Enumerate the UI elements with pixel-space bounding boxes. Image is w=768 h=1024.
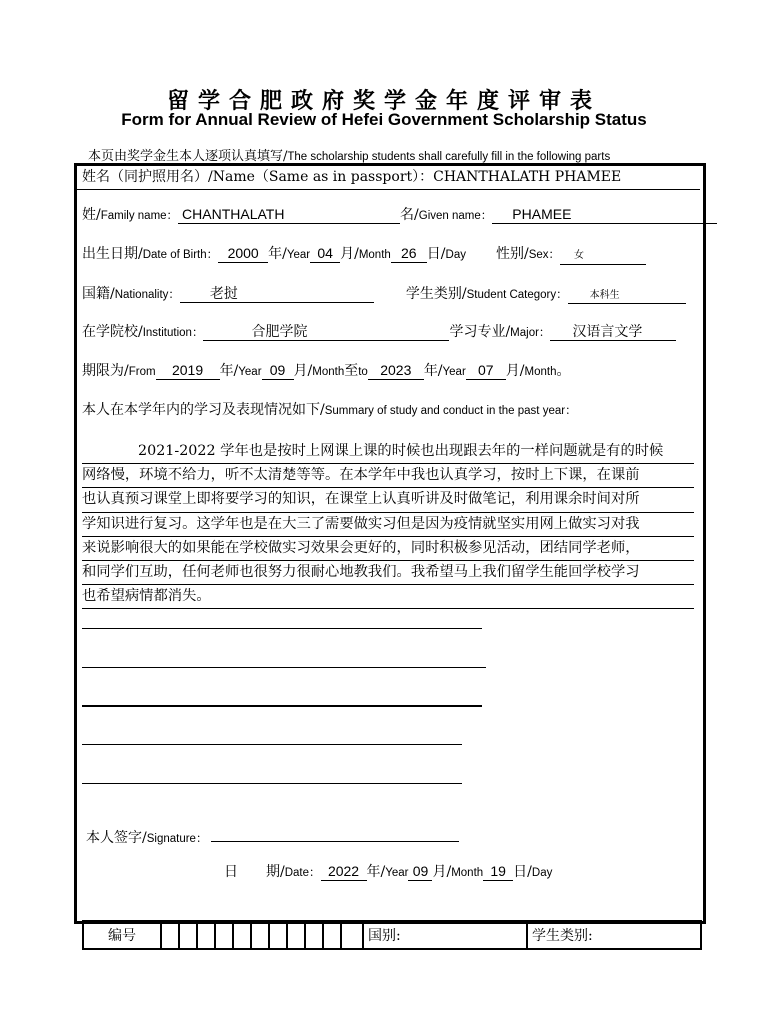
dob-year-field[interactable]: 2000: [218, 245, 268, 263]
to-month-label-cn: 月/: [505, 363, 525, 379]
student-category-cell[interactable]: [528, 922, 700, 948]
number-box[interactable]: [216, 922, 234, 948]
number-box[interactable]: [180, 922, 198, 948]
number-box[interactable]: [198, 922, 216, 948]
date-day-label-cn: 日/: [513, 864, 532, 880]
period-row: [82, 362, 570, 381]
date-label-en: Date：: [284, 867, 321, 879]
summary-line: 学知识进行复习。这学年也是在大三了需要做实习但是因为疫情就坚实用网上做实习对我: [82, 513, 694, 537]
blank-writing-line[interactable]: [82, 705, 482, 707]
summary-line: 和同学们互助，任何老师也很努力很耐心地教我们。我希望马上我们留学生能回学校学习: [82, 561, 694, 585]
category-label-cn: 学生类别/: [405, 286, 467, 302]
summary-line: 来说影响很大的如果能在学校做实习效果会更好的，同时积极参见活动，团结同学老师，: [82, 537, 694, 561]
period-label-cn: 期限为/: [82, 363, 129, 379]
number-label: 编号: [108, 928, 136, 944]
dob-day-label-cn: 日/: [426, 246, 446, 262]
name-label: 姓名（同护照用名）/Name（Same as in passport）：: [82, 169, 434, 185]
to-label-cn: 至: [344, 363, 359, 379]
sex-label-en: Sex：: [528, 249, 561, 261]
number-label-cell: [84, 922, 162, 948]
institution-label-cn: 在学院校/: [82, 324, 143, 340]
sex-field[interactable]: 女: [560, 247, 646, 265]
instruction-chinese: 本页由奖学金生本人逐项认真填写/: [88, 149, 288, 164]
dob-month-field[interactable]: 04: [310, 245, 340, 263]
summary-label-en: Summary of study and conduct in the past year：: [324, 405, 577, 417]
period-label-en: From: [128, 366, 156, 378]
institution-field[interactable]: 合肥学院: [203, 324, 449, 341]
number-box[interactable]: [306, 922, 324, 948]
sex-label-cn: 性别/: [495, 246, 529, 262]
signature-row: [86, 824, 459, 848]
date-row: [224, 863, 552, 882]
dob-year-label-en: Year: [286, 249, 311, 261]
signature-label-cn: 本人签字/: [86, 830, 147, 846]
summary-line: 网络慢，环境不给力，听不太清楚等等。在本学年中我也认真学习，按时上下课，在课前: [82, 464, 694, 488]
family-name-label-cn: 姓/: [82, 207, 101, 223]
institution-row: [82, 323, 676, 342]
from-year-field[interactable]: 2019: [156, 362, 220, 380]
student-category-label: 学生类别:: [532, 928, 593, 944]
date-day-label-en: Day: [531, 867, 553, 879]
to-year-label-en: Year: [442, 366, 466, 378]
from-month-label-en: Month: [312, 366, 345, 378]
major-label-cn: 学习专业/: [449, 324, 511, 340]
summary-line: 也认真预习课堂上即将要学习的知识，在课堂上认真听讲及时做笔记，利用课余时间对所: [82, 488, 694, 512]
nationality-label-en: Nationality：: [114, 289, 180, 301]
number-box[interactable]: [324, 922, 342, 948]
table-gap: [342, 922, 362, 948]
family-name-label-en: Family name：: [100, 210, 179, 222]
date-month-label-cn: 月/: [432, 864, 452, 880]
period-end-mark: 。: [556, 363, 571, 379]
instruction-english: The scholarship students shall carefully fill in the following parts: [287, 151, 611, 163]
date-month-label-en: Month: [451, 867, 484, 879]
number-box[interactable]: [270, 922, 288, 948]
summary-label-row: [82, 401, 577, 420]
dob-row: [82, 245, 646, 265]
given-name-label-cn: 名/: [400, 207, 419, 223]
summary-line: 也希望病情都消失。: [82, 585, 694, 609]
date-year-label-cn: 年/: [366, 864, 386, 880]
institution-label-en: Institution：: [142, 327, 204, 339]
summary-line: 2021-2022 学年也是按时上网课上课的时候也出现跟去年的一样问题就是有的时候: [82, 440, 694, 464]
to-label-en: to: [358, 366, 368, 378]
given-name-label-en: Given name：: [418, 210, 493, 222]
date-month-field[interactable]: 09: [408, 863, 432, 881]
office-use-table: [82, 920, 702, 950]
blank-writing-line[interactable]: [82, 667, 486, 668]
signature-label-en: Signature：: [146, 833, 208, 845]
dob-label-cn: 出生日期/: [82, 246, 143, 262]
dob-month-label-cn: 月/: [340, 246, 359, 262]
to-year-field[interactable]: 2023: [368, 362, 424, 380]
to-month-field[interactable]: 07: [466, 362, 506, 380]
nationality-label-cn: 国籍/: [82, 286, 115, 302]
date-day-field[interactable]: 19: [483, 863, 513, 881]
summary-label-cn: 本人在本学年内的学习及表现情况如下/: [82, 402, 325, 418]
nationality-row: [82, 285, 686, 304]
given-name-field[interactable]: PHAMEE: [492, 206, 717, 224]
nationality-field[interactable]: 老挝: [180, 286, 374, 303]
date-year-field[interactable]: 2022: [321, 863, 367, 881]
category-label-en: Student Category：: [466, 289, 568, 301]
dob-year-label-cn: 年/: [268, 246, 287, 262]
blank-writing-line[interactable]: [82, 628, 482, 629]
from-year-label-cn: 年/: [219, 363, 239, 379]
country-label: 国别:: [368, 928, 401, 944]
blank-writing-line[interactable]: [82, 744, 462, 745]
number-box[interactable]: [252, 922, 270, 948]
form-title-english: Form for Annual Review of Hefei Government Scholarship Status: [121, 110, 647, 129]
dob-day-field[interactable]: 26: [391, 245, 427, 263]
major-label-en: Major：: [510, 327, 551, 339]
category-field[interactable]: 本科生: [568, 287, 686, 304]
from-month-label-cn: 月/: [293, 363, 313, 379]
dob-label-en: Date of Birth：: [142, 249, 219, 261]
name-row-divider: [77, 189, 700, 190]
to-year-label-cn: 年/: [423, 363, 443, 379]
signature-field[interactable]: [211, 824, 459, 842]
dob-day-label-en: Day: [445, 249, 466, 261]
date-label-cn: 日 期/: [224, 864, 285, 880]
from-year-label-en: Year: [238, 366, 262, 378]
from-month-field[interactable]: 09: [262, 362, 294, 380]
country-cell[interactable]: [362, 922, 528, 948]
number-box[interactable]: [234, 922, 252, 948]
form-title-chinese: 留学合肥政府奖学金年度评审表: [166, 89, 601, 114]
to-month-label-en: Month: [524, 366, 557, 378]
number-box[interactable]: [288, 922, 306, 948]
instruction-line: [88, 145, 610, 164]
number-box[interactable]: [162, 922, 180, 948]
blank-writing-line[interactable]: [82, 783, 462, 784]
family-name-row: [82, 206, 717, 225]
summary-text[interactable]: [82, 440, 694, 609]
dob-month-label-en: Month: [358, 249, 391, 261]
major-field[interactable]: 汉语言文学: [550, 324, 676, 341]
family-name-field[interactable]: CHANTHALATH: [178, 206, 400, 224]
name-row: [82, 168, 621, 186]
date-year-label-en: Year: [385, 867, 409, 879]
name-value: CHANTHALATH PHAMEE: [433, 169, 622, 185]
